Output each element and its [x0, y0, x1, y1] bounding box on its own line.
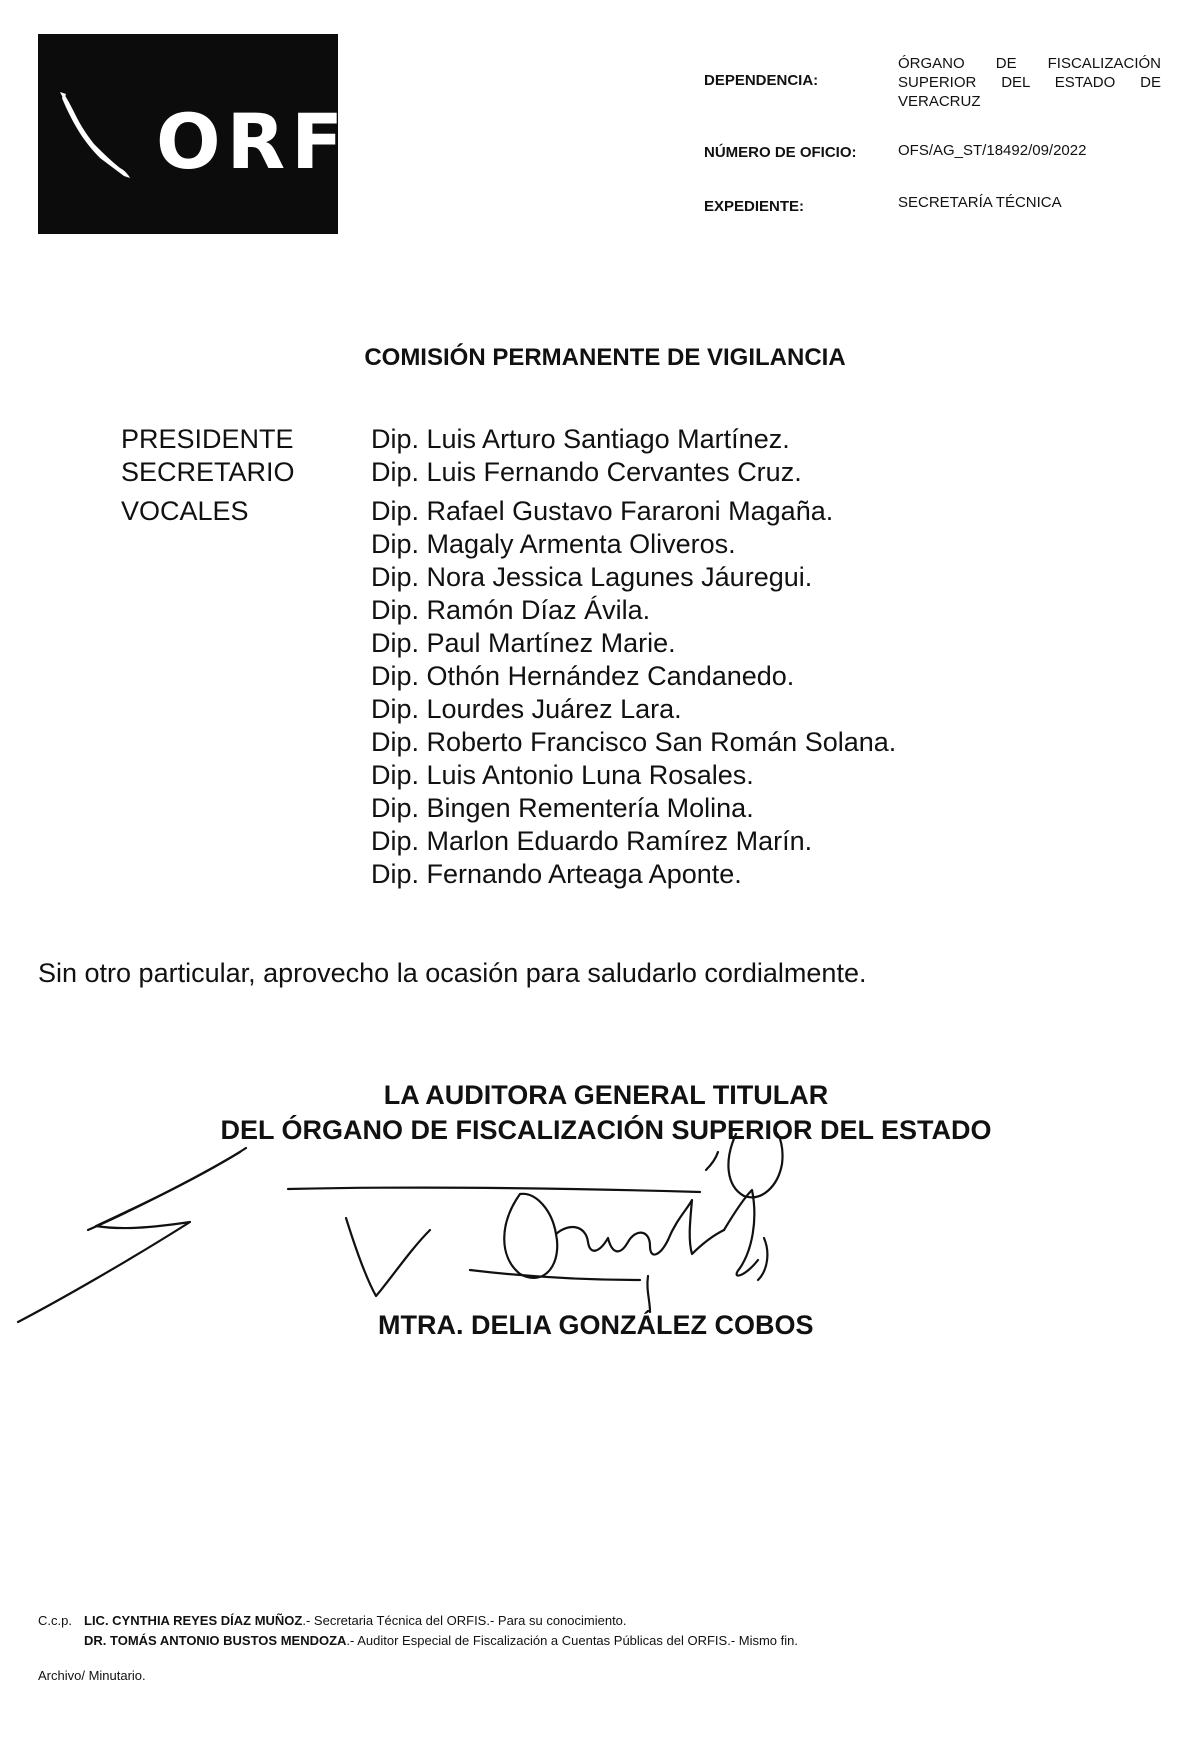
- ccp-entry: [38, 1611, 798, 1631]
- ccp-prefix: C.c.p.: [38, 1613, 72, 1628]
- member-item: Dip. Roberto Francisco San Román Solana.: [371, 727, 897, 757]
- member-item: Dip. Luis Fernando Cervantes Cruz.: [371, 457, 802, 487]
- ccp-detail: .- Secretaria Técnica del ORFIS.- Para su conocimiento.: [302, 1613, 627, 1628]
- member-item: Dip. Lourdes Juárez Lara.: [371, 694, 682, 724]
- oficio-label: NÚMERO DE OFICIO:: [704, 144, 857, 161]
- member-item: Dip. Fernando Arteaga Aponte.: [371, 859, 742, 889]
- ccp-block: [38, 1611, 798, 1651]
- archivo-note: Archivo/ Minutario.: [38, 1668, 146, 1683]
- expediente-value: SECRETARÍA TÉCNICA: [898, 194, 1062, 211]
- oficio-value: OFS/AG_ST/18492/09/2022: [898, 142, 1087, 159]
- role-presidente: PRESIDENTE: [121, 424, 294, 454]
- ccp-name: LIC. CYNTHIA REYES DÍAZ MUÑOZ: [84, 1613, 303, 1628]
- orfis-logo: [38, 34, 445, 234]
- member-item: Dip. Rafael Gustavo Fararoni Magaña.: [371, 496, 834, 526]
- closing-paragraph: Sin otro particular, aprovecho la ocasión para saludarlo cordialmente.: [38, 958, 867, 988]
- member-item: Dip. Bingen Rementería Molina.: [371, 793, 754, 823]
- member-item: Dip. Luis Arturo Santiago Martínez.: [371, 424, 790, 454]
- role-vocales: VOCALES: [121, 496, 249, 526]
- ccp-detail: .- Auditor Especial de Fiscalización a Cuentas Públicas del ORFIS.- Mismo fin.: [346, 1633, 798, 1648]
- dependencia-label: DEPENDENCIA:: [704, 72, 819, 89]
- member-item: Dip. Magaly Armenta Oliveros.: [371, 529, 736, 559]
- member-item: Dip. Ramón Díaz Ávila.: [371, 595, 651, 625]
- commission-title: COMISIÓN PERMANENTE DE VIGILANCIA: [364, 344, 846, 371]
- dependencia-value: ÓRGANO DE FISCALIZACIÓN SUPERIOR DEL ESTADO DE VERACRUZ: [898, 55, 1161, 110]
- logo-text: ORFIS: [156, 97, 445, 186]
- member-item: Dip. Paul Martínez Marie.: [371, 628, 676, 658]
- ccp-entry: [38, 1631, 798, 1651]
- expediente-label: EXPEDIENTE:: [704, 198, 805, 215]
- signer-name: MTRA. DELIA GONZÁLEZ COBOS: [378, 1310, 814, 1340]
- signature-title-line1: LA AUDITORA GENERAL TITULAR: [383, 1080, 829, 1110]
- member-item: Dip. Nora Jessica Lagunes Jáuregui.: [371, 562, 813, 592]
- member-item: Dip. Marlon Eduardo Ramírez Marín.: [371, 826, 813, 856]
- ccp-name: DR. TOMÁS ANTONIO BUSTOS MENDOZA: [84, 1633, 347, 1648]
- signature-title-line2: DEL ÓRGANO DE FISCALIZACIÓN SUPERIOR DEL ESTADO: [220, 1115, 992, 1145]
- veracruz-map-icon: [58, 90, 134, 180]
- member-item: Dip. Luis Antonio Luna Rosales.: [371, 760, 754, 790]
- member-item: Dip. Othón Hernández Candanedo.: [371, 661, 795, 691]
- role-secretario: SECRETARIO: [121, 457, 295, 487]
